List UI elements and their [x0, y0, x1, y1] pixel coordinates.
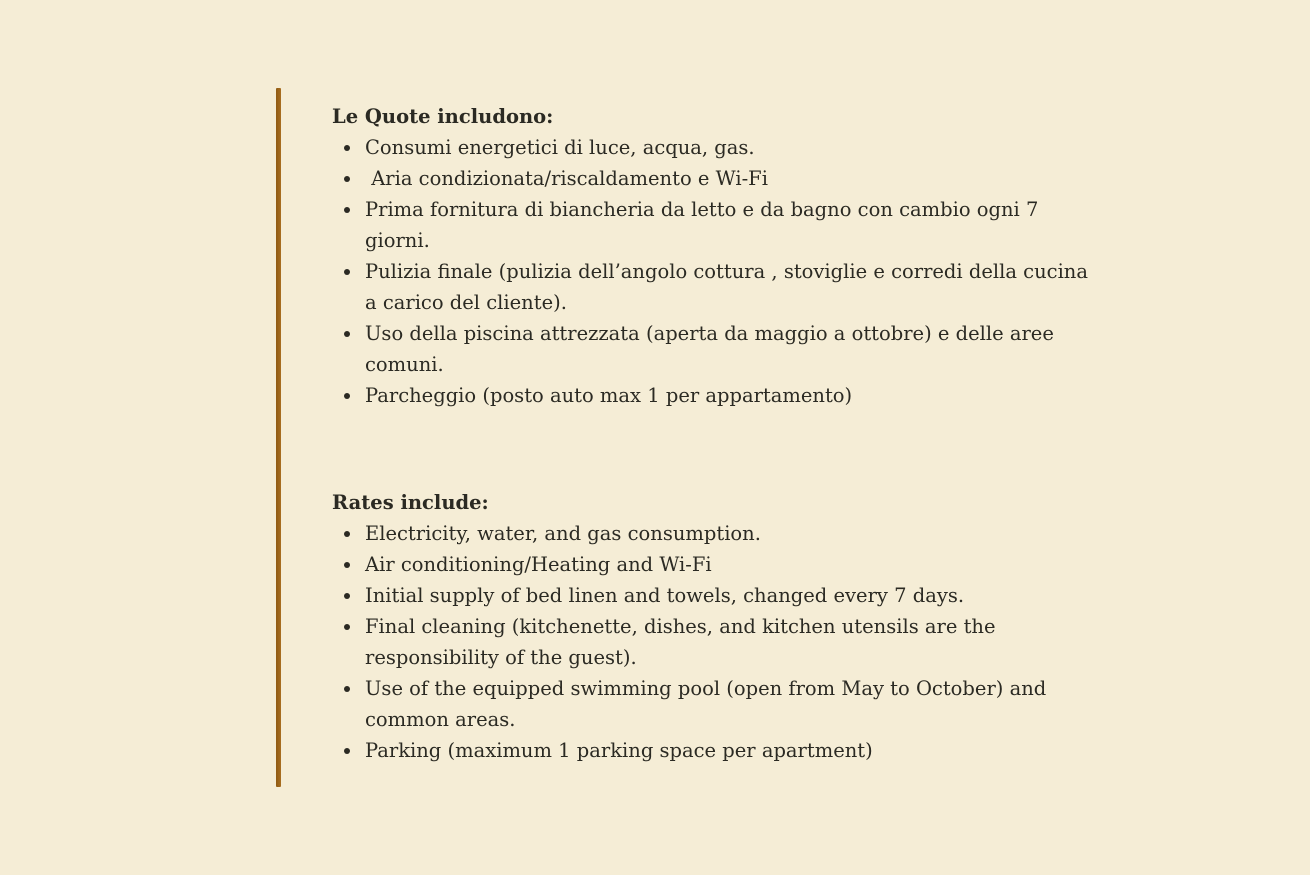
list-item-text: Parking (maximum 1 parking space per apartment): [365, 739, 873, 762]
bullet-icon: [344, 686, 350, 692]
list-item: [332, 518, 1102, 549]
list-item-text: Pulizia finale (pulizia dell’angolo cottura , stoviglie e corredi della cucina a carico del cliente).: [365, 260, 1095, 314]
list-item-text: Final cleaning (kitchenette, dishes, and kitchen utensils are the responsibility of the guest).: [365, 615, 1002, 669]
list-item: [332, 256, 1102, 318]
list-item: [332, 318, 1102, 380]
list-item-text: Uso della piscina attrezzata (aperta da maggio a ottobre) e delle aree comuni.: [365, 322, 1061, 376]
bullet-icon: [344, 269, 350, 275]
list-item-text: Consumi energetici di luce, acqua, gas.: [365, 136, 755, 159]
list-item-text: Electricity, water, and gas consumption.: [365, 522, 761, 545]
bullet-icon: [344, 176, 350, 182]
content-area: [332, 101, 1102, 766]
list-item: [332, 132, 1102, 163]
bullet-icon: [344, 207, 350, 213]
list-item: [332, 611, 1102, 673]
accent-vertical-line: [276, 88, 281, 787]
bullet-icon: [344, 624, 350, 630]
list-item: [332, 163, 1102, 194]
list-item-text: Aria condizionata/riscaldamento e Wi-Fi: [365, 167, 768, 190]
list-item-text: Initial supply of bed linen and towels, changed every 7 days.: [365, 584, 965, 607]
list-item: [332, 580, 1102, 611]
bullet-icon: [344, 748, 350, 754]
list-item: [332, 549, 1102, 580]
section-italian-rates: [332, 101, 1102, 411]
list-item: [332, 673, 1102, 735]
list-item-text: Use of the equipped swimming pool (open from May to October) and common areas.: [365, 677, 1053, 731]
list-item-text: Prima fornitura di biancheria da letto e da bagno con cambio ogni 7 giorni.: [365, 198, 1045, 252]
section-english-rates: [332, 487, 1102, 766]
bullet-icon: [344, 593, 350, 599]
list-item-text: Parcheggio (posto auto max 1 per appartamento): [365, 384, 853, 407]
bullet-icon: [344, 145, 350, 151]
bullet-icon: [344, 331, 350, 337]
list-item: [332, 380, 1102, 411]
english-rates-heading: Rates include:: [332, 491, 489, 514]
english-rates-list: [332, 518, 1102, 766]
list-item: [332, 735, 1102, 766]
list-item-text: Air conditioning/Heating and Wi-Fi: [365, 553, 712, 576]
bullet-icon: [344, 531, 350, 537]
italian-rates-list: [332, 132, 1102, 411]
italian-rates-heading: Le Quote includono:: [332, 105, 554, 128]
bullet-icon: [344, 393, 350, 399]
list-item: [332, 194, 1102, 256]
bullet-icon: [344, 562, 350, 568]
